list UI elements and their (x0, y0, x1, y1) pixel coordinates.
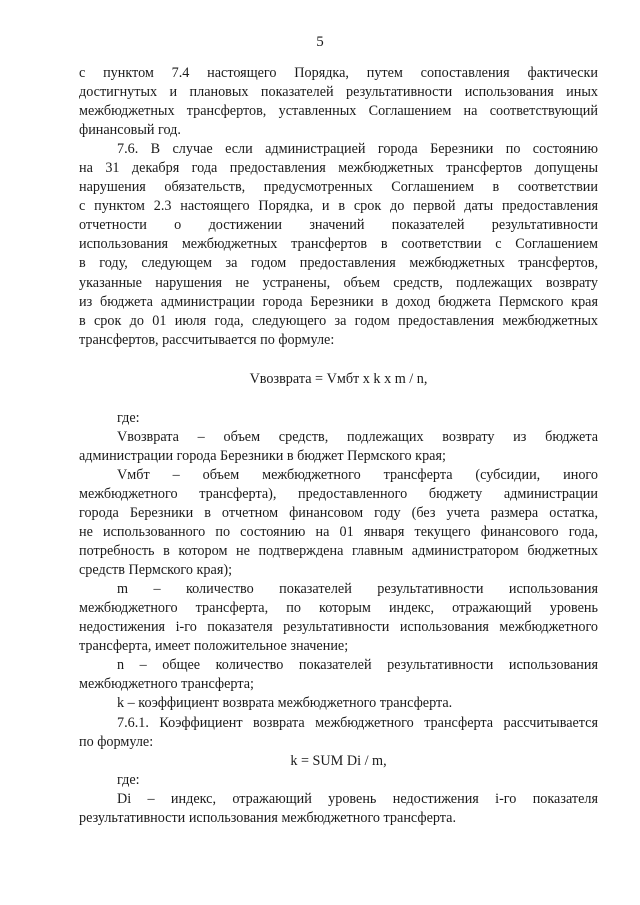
text-line: указанные нарушения не устранены, объем средств, подлежащих возврату (79, 274, 598, 291)
text-line: межбюджетного трансферта), предоставленного бюджету администрации (79, 485, 598, 502)
text-line: не использованного по состоянию на 01 января текущего финансового года, (79, 524, 598, 541)
text-line: недостижения i-го показателя результативности использования межбюджетного (79, 619, 598, 636)
text-line: с пунктом 2.3 настоящего Порядка, и в срок до первой даты предоставления (79, 198, 598, 215)
text-line: межбюджетного трансферта; (79, 676, 254, 693)
text-line: города Березники в отчетном финансовом году (без учета размера остатка, (79, 504, 598, 521)
paragraph-7-6 (79, 140, 598, 350)
text-line: межбюджетного трансферта, по которым индекс, отражающий уровень (79, 600, 598, 617)
where-label: где: (117, 409, 140, 426)
return-volume-formula: Vвозврата = Vмбт x k x m / n, (249, 370, 428, 387)
text-line: результативности использования межбюджетного трансферта. (79, 809, 456, 826)
text-line: использования межбюджетных трансфертов в соответствии с Соглашением (79, 236, 598, 253)
text-line: трансферта, имеет положительное значение; (79, 638, 349, 655)
text-line: в году, следующем за годом предоставления межбюджетных трансфертов, (79, 255, 598, 272)
text-line: 7.6. В случае если администрацией города Березники по состоянию (117, 141, 598, 158)
text-line: по формуле: (79, 733, 154, 750)
document-body (79, 64, 598, 828)
text-line: Vвозврата – объем средств, подлежащих возврату из бюджета (117, 428, 598, 445)
definition-n (79, 656, 598, 694)
definition-k (79, 694, 598, 713)
text-line: финансовый год. (79, 122, 181, 139)
text-line: достигнутых и плановых показателей результативности использования иных (79, 84, 598, 101)
text-line: k – коэффициент возврата межбюджетного трансферта. (117, 695, 453, 712)
text-line: администрации города Березники в бюджет Пермского края; (79, 447, 446, 464)
return-coefficient-formula: k = SUM Di / m, (290, 752, 387, 769)
paragraph-comparison-method (79, 64, 598, 140)
text-line: межбюджетных трансфертов, уставленных Соглашением на соответствующий (79, 103, 598, 120)
where-label: где: (117, 771, 140, 788)
definition-di (79, 790, 598, 828)
definition-vvozvrata (79, 428, 598, 466)
text-line: n – общее количество показателей результативности использования (117, 657, 598, 674)
text-line: нарушения обязательств, предусмотренных Соглашением в соответствии (79, 179, 598, 196)
text-line: 7.6.1. Коэффициент возврата межбюджетного трансферта рассчитывается (117, 714, 598, 731)
text-line: m – количество показателей результативности использования (117, 581, 598, 598)
text-line: на 31 декабря года предоставления межбюджетных трансфертов допущены (79, 160, 598, 177)
text-line: в срок до 01 июля года, следующего за годом предоставления межбюджетных (79, 312, 598, 329)
text-line: отчетности о достижении значений показателей результативности (79, 217, 598, 234)
text-line: Di – индекс, отражающий уровень недостижения i-го показателя (117, 790, 598, 807)
text-line: с пунктом 7.4 настоящего Порядка, путем сопоставления фактически (79, 65, 598, 81)
text-line: Vмбт – объем межбюджетного трансферта (субсидии, иного (117, 466, 598, 483)
text-line: средств Пермского края); (79, 562, 233, 579)
paragraph-7-6-1 (79, 714, 598, 752)
definition-m (79, 580, 598, 656)
text-line: из бюджета администрации города Березники в доход бюджета Пермского края (79, 293, 598, 310)
page-number: 5 (316, 34, 324, 50)
text-line: потребность в котором не подтверждена главным администратором бюджетных (79, 543, 598, 560)
definition-vmbt (79, 466, 598, 580)
text-line: трансфертов, рассчитывается по формуле: (79, 331, 335, 348)
